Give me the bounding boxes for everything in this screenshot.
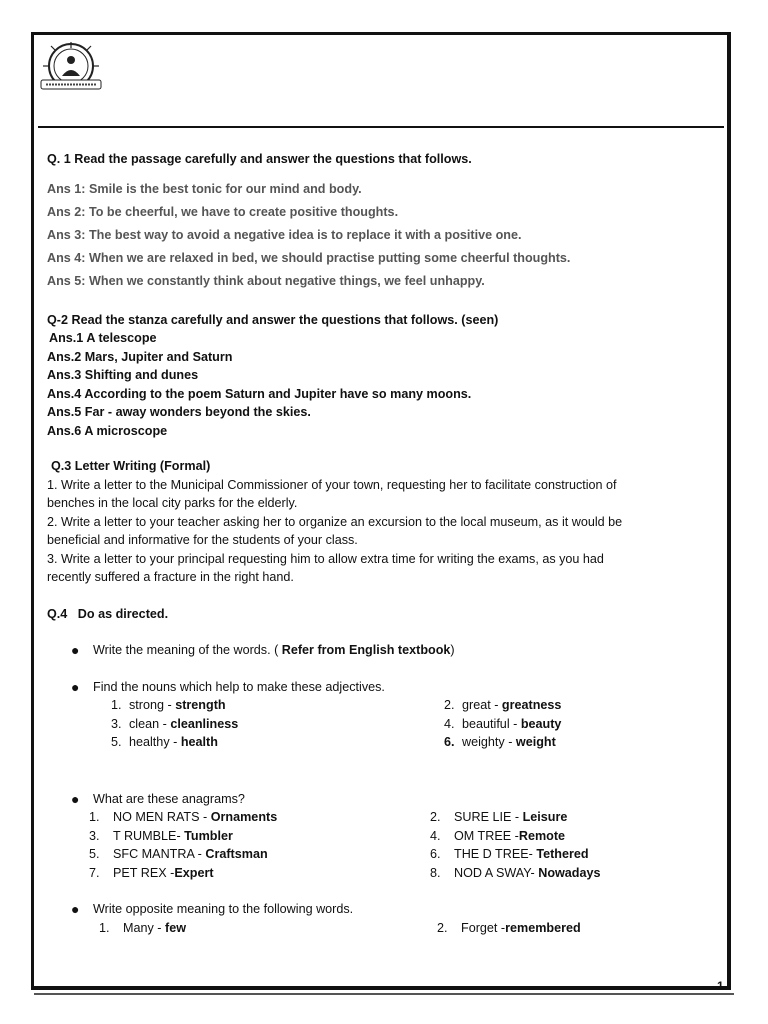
q2-answer: Ans.1 A telescope (49, 331, 157, 345)
q4-bullet-anagrams (47, 790, 715, 809)
q1-answer: Ans 2: To be cheerful, we have to create positive thoughts. (47, 204, 399, 219)
page-number: 1 (717, 979, 724, 993)
item-answer: remembered (505, 920, 581, 935)
item-answer: cleanliness (170, 716, 239, 731)
item-num: 1. (111, 698, 122, 712)
q3-item: recently suffered a fracture in the right hand. (47, 570, 294, 584)
bullet-text: Write the meaning of the words. ( (93, 643, 282, 657)
item-answer: Tethered (536, 847, 589, 861)
header-rule (38, 126, 724, 128)
q4-bullet-nouns (47, 678, 715, 697)
q2-title: Q-2 Read the stanza carefully and answer the questions that follows. (seen) (47, 312, 499, 327)
q1-answer: Ans 4: When we are relaxed in bed, we should practise putting some cheerful thoughts. (47, 250, 571, 265)
item-num: 6. (430, 847, 441, 861)
item-answer: beauty (520, 716, 562, 731)
q2-answer: Ans.4 According to the poem Saturn and Jupiter have so many moons. (47, 386, 472, 401)
item-num: 2. (437, 920, 448, 935)
list-item (47, 715, 715, 734)
item-word: weighty - (462, 735, 516, 749)
list-item (47, 696, 715, 715)
item-word: clean - (129, 716, 171, 731)
bullet-bold: Refer from English textbook (281, 643, 451, 657)
item-word: great - (462, 698, 502, 712)
item-word: Many - (123, 920, 165, 935)
q2-answer: Ans.2 Mars, Jupiter and Saturn (47, 349, 233, 364)
item-num: 8. (430, 865, 441, 880)
bullet-icon: ● (71, 901, 80, 917)
item-answer: few (165, 920, 186, 935)
item-num: 4. (444, 716, 455, 731)
list-item (47, 733, 715, 752)
q1-answer: Ans 3: The best way to avoid a negative idea is to replace it with a positive one. (47, 227, 522, 242)
item-word: Forget - (461, 920, 506, 935)
item-word: healthy - (129, 735, 181, 749)
item-num: 3. (111, 716, 122, 731)
item-answer: Expert (174, 865, 214, 880)
item-word: NOD A SWAY- (454, 865, 539, 880)
item-num: 5. (111, 735, 122, 749)
school-logo (38, 40, 104, 98)
item-answer: weight (515, 735, 556, 749)
bullet-text: Write opposite meaning to the following words. (93, 902, 354, 916)
q2-answer: Ans.5 Far - away wonders beyond the skies. (47, 405, 311, 419)
list-item (47, 919, 715, 938)
item-answer: Ornaments (210, 810, 278, 824)
q1-answer: Ans 1: Smile is the best tonic for our mind and body. (47, 181, 362, 196)
list-item (47, 845, 715, 864)
item-word: NO MEN RATS - (113, 810, 211, 824)
item-num: 1. (99, 920, 110, 935)
bullet-icon: ● (71, 790, 80, 807)
q2-answer: Ans.3 Shifting and dunes (47, 368, 199, 382)
q4-bullet-meaning (47, 641, 715, 660)
worksheet-content (47, 150, 715, 937)
q4-bullet-opposites (47, 900, 715, 919)
q1-answer: Ans 5: When we constantly think about negative things, we feel unhappy. (47, 273, 485, 288)
item-num: 6. (444, 735, 455, 749)
item-num: 4. (430, 828, 441, 843)
page-border-bottom (34, 993, 734, 995)
item-answer: strength (175, 698, 226, 712)
item-num: 2. (444, 698, 455, 712)
item-num: 2. (430, 810, 441, 824)
bullet-end: ) (450, 643, 455, 657)
item-word: beautiful - (462, 716, 521, 731)
bullet-text: Find the nouns which help to make these adjectives. (93, 679, 385, 694)
q3-item: benches in the local city parks for the elderly. (47, 496, 298, 510)
bullet-text: What are these anagrams? (93, 791, 245, 806)
q2-answer: Ans.6 A microscope (47, 423, 168, 438)
item-num: 1. (89, 810, 100, 824)
bullet-icon: ● (71, 642, 80, 658)
item-num: 3. (89, 828, 100, 843)
item-word: THE D TREE- (454, 847, 537, 861)
item-word: SURE LIE - (454, 810, 523, 824)
list-item (47, 827, 715, 846)
item-word: T RUMBLE- (113, 828, 185, 843)
item-answer: Leisure (522, 810, 568, 824)
item-answer: Tumbler (184, 828, 233, 843)
item-answer: health (180, 735, 218, 749)
item-word: OM TREE - (454, 828, 519, 843)
q3-item: 2. Write a letter to your teacher asking her to organize an excursion to the local museum, as it would be (47, 514, 623, 529)
bullet-icon: ● (71, 678, 80, 695)
q4-title: Q.4 Do as directed. (47, 606, 169, 621)
q3-item: 1. Write a letter to the Municipal Commissioner of your town, requesting her to facilitate construction of (47, 477, 617, 492)
item-answer: Craftsman (205, 847, 268, 861)
q3-title: Q.3 Letter Writing (Formal) (51, 459, 211, 473)
list-item (47, 864, 715, 883)
item-word: SFC MANTRA - (113, 847, 206, 861)
item-answer: Nowadays (538, 865, 601, 880)
item-word: strong - (129, 698, 176, 712)
q1-title: Q. 1 Read the passage carefully and answer the questions that follows. (47, 152, 472, 166)
q3-item: beneficial and informative for the students of your class. (47, 533, 358, 547)
q3-item: 3. Write a letter to your principal requesting him to allow extra time for writing the exams, as you had (47, 551, 604, 566)
list-item (47, 808, 715, 827)
item-num: 7. (89, 865, 100, 880)
item-answer: Remote (518, 828, 566, 843)
item-num: 5. (89, 847, 100, 861)
item-answer: greatness (501, 698, 562, 712)
item-word: PET REX - (113, 865, 175, 880)
